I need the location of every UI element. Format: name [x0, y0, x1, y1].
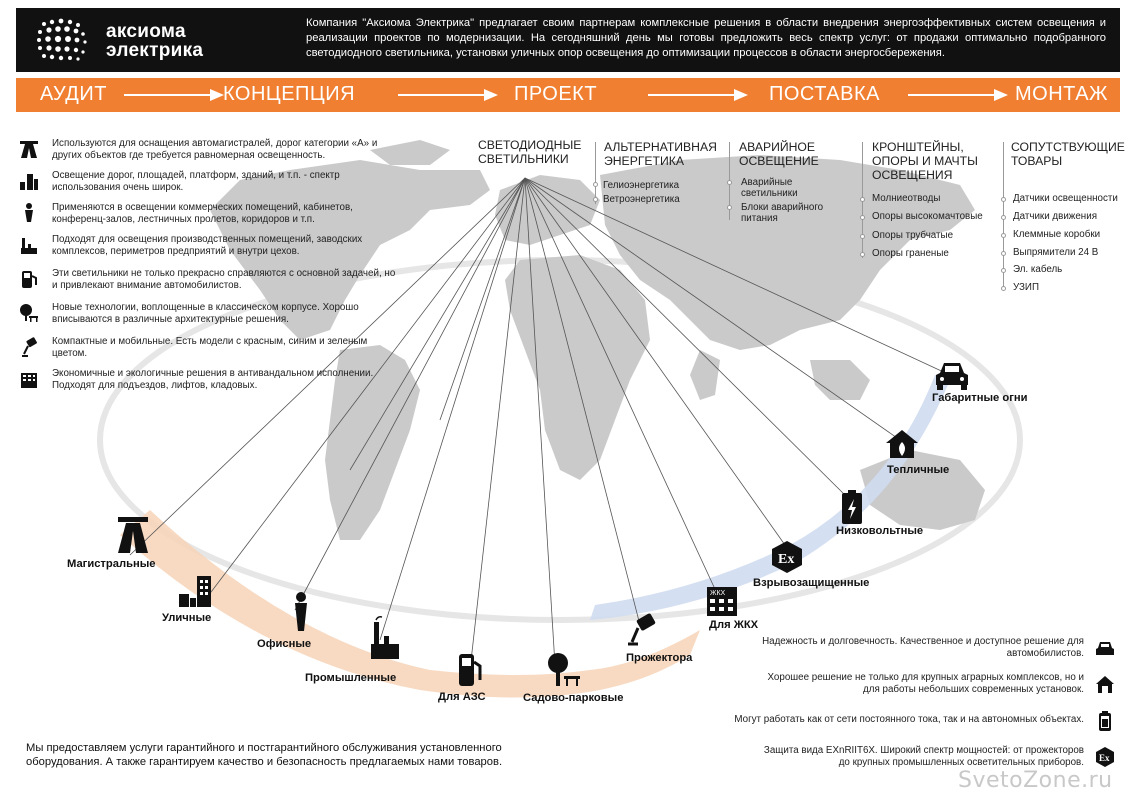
ex-badge-icon — [1094, 746, 1116, 768]
feature-text: Используются для оснащения автомагистралей, дорог категории «А» и других объектов где требуется равномерная освещенность. — [52, 138, 378, 161]
list-dot — [727, 180, 732, 185]
app-housing[interactable]: Для ЖКХ — [709, 619, 759, 631]
header-bar — [16, 8, 1120, 72]
app-greenhouse[interactable]: Тепличные — [887, 464, 950, 476]
app-street[interactable]: Уличные — [162, 612, 212, 624]
list-dot — [593, 197, 598, 202]
category-item[interactable]: Датчики движения — [1013, 211, 1097, 222]
feature-text: Новые технологии, воплощенные в классическом корпусе. Хорошо вписываются в различные архитектурные решения. — [52, 302, 359, 325]
svg-text:Ex: Ex — [778, 552, 795, 567]
list-dot — [1001, 251, 1006, 256]
logo-dots-icon — [34, 16, 90, 64]
app-explosion-proof[interactable]: Взрывозащищенные — [753, 577, 870, 589]
category-item[interactable]: Опоры трубчатые — [872, 230, 954, 241]
list-dot — [1001, 268, 1006, 273]
list-dot — [1001, 286, 1006, 291]
stage-project: ПРОЕКТ — [514, 83, 598, 105]
battery-icon — [1094, 710, 1116, 732]
svg-text:Ex: Ex — [1099, 753, 1110, 763]
car-icon — [934, 359, 970, 391]
benefit-text: Защита вида ЕХnRIIT6Х. Широкий спектр мощностей: от прожекторов до крупных промышленных осветительных приборов. — [763, 745, 1084, 768]
arrow-right-icon — [398, 84, 498, 106]
office-worker-icon — [18, 202, 40, 224]
category-item[interactable]: Блоки аварийного питания — [741, 202, 824, 224]
category-item[interactable]: Опоры высокомачтовые — [872, 211, 983, 222]
benefit-text: Могут работать как от сети постоянного тока, так и на автономных объектах. — [734, 714, 1084, 725]
company-logo[interactable] — [34, 16, 214, 64]
garden-icon — [546, 652, 582, 688]
category-item[interactable]: Эл. кабель — [1013, 264, 1063, 275]
category-item[interactable]: Ветроэнергетика — [603, 194, 680, 205]
category-alt-energy-title[interactable]: АЛЬТЕРНАТИВНАЯ ЭНЕРГЕТИКА — [604, 140, 717, 168]
feature-text: Компактные и мобильные. Есть модели с красным, синим и зеленым цветом. — [52, 336, 368, 359]
category-item[interactable]: Выпрямители 24 В — [1013, 247, 1099, 258]
greenhouse-icon — [884, 428, 920, 460]
building-icon — [18, 368, 40, 390]
arrow-right-icon — [648, 84, 748, 106]
list-dot — [1001, 197, 1006, 202]
list-dot — [860, 252, 865, 257]
stages-bar — [16, 78, 1120, 112]
svg-text:ЖКХ: ЖКХ — [710, 590, 726, 597]
building-icon — [705, 583, 739, 617]
factory-icon — [368, 614, 402, 660]
fuel-pump-icon — [456, 652, 484, 688]
category-poles-title[interactable]: КРОНШТЕЙНЫ, ОПОРЫ И МАЧТЫ ОСВЕЩЕНИЯ — [872, 140, 978, 182]
list-dot — [860, 215, 865, 220]
category-item[interactable]: Опоры граненые — [872, 248, 949, 259]
app-industrial[interactable]: Промышленные — [305, 672, 397, 684]
highway-icon — [18, 138, 40, 160]
footer-text: Мы предоставляем услуги гарантийного и постгарантийного обслуживания установленного оборудования. А также гарантируем качество и безопасность предлагаемых нами товаров. — [26, 742, 503, 768]
category-emergency-title[interactable]: АВАРИЙНОЕ ОСВЕЩЕНИЕ — [739, 140, 819, 168]
logo-wordmark — [106, 22, 203, 60]
app-floodlight[interactable]: Прожектора — [626, 652, 693, 664]
category-item[interactable]: Гелиоэнергетика — [603, 180, 680, 191]
fuel-pump-icon — [18, 268, 40, 290]
app-garden-park[interactable]: Садово-парковые — [523, 692, 624, 704]
arrow-right-icon — [908, 84, 1008, 106]
feature-text: Подходят для освещения производственных помещений, заводских комплексов, периметров предприятий и внутри цехов. — [52, 234, 363, 257]
list-dot — [1001, 215, 1006, 220]
category-led-title[interactable]: СВЕТОДИОДНЫЕ СВЕТИЛЬНИКИ — [478, 138, 582, 166]
app-marker-lights[interactable]: Габаритные огни — [932, 392, 1028, 404]
logo-line2: электрика — [106, 40, 204, 61]
city-icon — [177, 574, 217, 608]
stage-audit: АУДИТ — [40, 83, 107, 105]
arrow-right-icon — [124, 84, 224, 106]
app-office[interactable]: Офисные — [257, 638, 312, 650]
category-divider — [595, 142, 596, 204]
app-low-voltage[interactable]: Низковольтные — [836, 525, 924, 537]
feature-text: Применяются в освещении коммерческих помещений, кабинетов, конференц-залов, лестничных пролетов, коридоров и т.п. — [52, 202, 353, 225]
spotlight-icon — [624, 612, 660, 648]
battery-icon — [840, 489, 864, 525]
benefit-text: Надежность и долговечность. Качественное и доступное решение для автомобилистов. — [762, 636, 1084, 659]
category-item[interactable]: УЗИП — [1013, 282, 1040, 293]
category-item[interactable]: Датчики освещенности — [1013, 193, 1118, 204]
garden-icon — [18, 302, 40, 324]
category-item[interactable]: Клеммные коробки — [1013, 229, 1101, 240]
highway-icon — [114, 515, 152, 555]
category-item[interactable]: Молниеотводы — [872, 193, 941, 204]
stage-concept: КОНЦЕПЦИЯ — [223, 83, 356, 105]
feature-text: Эти светильники не только прекрасно справляются с основной задачей, но и привлекают внимание автомобилистов. — [52, 268, 396, 291]
list-dot — [1001, 233, 1006, 238]
car-icon — [1094, 638, 1116, 660]
intro-text: Компания "Аксиома Электрика" предлагает своим партнерам комплексные решения в области внедрения энергоэффективных систем освещения и реализации проектов по модернизации. На сегодняшний день мы готовы предложить весь спектр услуг: от продажи оптимально подобранного светодиодного светильника, установки уличных опор освещения до оптимизации процессов в области энергосбережения. — [306, 17, 1106, 59]
city-icon — [18, 170, 40, 192]
greenhouse-icon — [1094, 674, 1116, 696]
factory-icon — [18, 234, 40, 256]
list-dot — [860, 234, 865, 239]
category-related-title[interactable]: СОПУТСТВУЮЩИЕ ТОВАРЫ — [1011, 140, 1125, 168]
feature-text: Освещение дорог, площадей, платформ, зданий, и т.п. - спектр использования очень широк. — [52, 170, 340, 193]
stage-supply: ПОСТАВКА — [769, 83, 880, 105]
feature-text: Экономичные и экологичные решения в антивандальном исполнении. Подходят для подъездов, лифтов, кладовых. — [52, 368, 374, 391]
app-highway[interactable]: Магистральные — [67, 558, 156, 570]
app-gas-station[interactable]: Для АЗС — [438, 691, 486, 703]
logo-line1: аксиома — [106, 21, 186, 42]
stage-install: МОНТАЖ — [1015, 83, 1109, 105]
office-worker-icon — [289, 592, 313, 632]
list-dot — [593, 182, 598, 187]
watermark: SvetoZone.ru — [958, 768, 1113, 793]
list-dot — [727, 205, 732, 210]
benefit-text: Хорошее решение не только для крупных аграрных комплексов, но и для работы небольших современных установок. — [767, 672, 1084, 695]
ex-badge-icon — [770, 540, 804, 574]
category-item[interactable]: Аварийные светильники — [741, 177, 798, 199]
list-dot — [860, 197, 865, 202]
spotlight-icon — [18, 336, 40, 358]
